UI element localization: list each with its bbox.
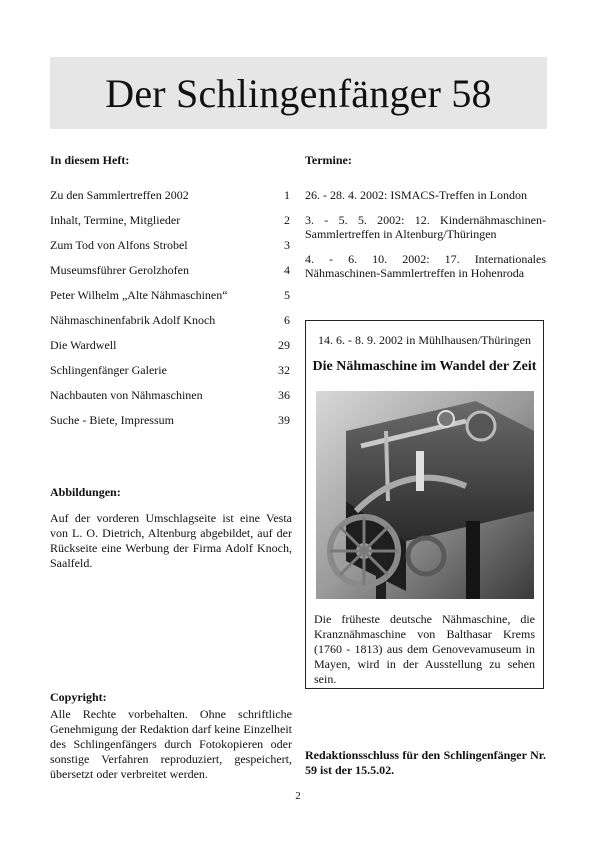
toc-label: Zum Tod von Alfons Strobel xyxy=(50,238,188,252)
toc-label: Die Wardwell xyxy=(50,338,117,352)
toc-page: 6 xyxy=(284,313,290,327)
table-of-contents xyxy=(50,188,290,438)
toc-label: Nähmaschinenfabrik Adolf Knoch xyxy=(50,313,216,327)
termine-list xyxy=(305,188,546,280)
toc-page: 5 xyxy=(284,288,290,302)
toc-page: 4 xyxy=(284,263,290,277)
termine-section xyxy=(305,153,546,291)
redaktionsschluss-note: Redaktionsschluss für den Schlingenfänger Nr. 59 ist der 15.5.02. xyxy=(305,748,546,777)
termin-item: 3. - 5. 5. 2002: 12. Kindernähmaschinen-Sammlertreffen in Altenburg/Thüringen xyxy=(305,213,546,241)
toc-page: 3 xyxy=(284,238,290,252)
title-banner xyxy=(50,57,547,129)
copyright-section xyxy=(50,690,292,782)
abbildungen-text: Auf der vorderen Umschlagseite ist eine Vesta von L. O. Dietrich, Altenburg abgebildet, auf der Rückseite eine Werbung der Firma Adolf Knoch, Saalfeld. xyxy=(50,511,292,570)
exhibition-box xyxy=(305,320,544,689)
toc-page: 29 xyxy=(278,338,290,352)
page-title: Der Schlingenfänger 58 xyxy=(105,70,492,116)
toc-label: Zu den Sammlertreffen 2002 xyxy=(50,188,189,202)
toc-row xyxy=(50,188,290,213)
toc-label: Inhalt, Termine, Mitglieder xyxy=(50,213,181,227)
copyright-heading: Copyright: xyxy=(50,690,107,704)
exhibition-title: Die Nähmaschine im Wandel der Zeit xyxy=(312,359,537,374)
toc-row xyxy=(50,313,290,338)
toc-label: Suche - Biete, Impressum xyxy=(50,413,174,427)
page-number: 2 xyxy=(295,790,301,802)
toc-label: Museumsführer Gerolzhofen xyxy=(50,263,189,277)
toc-row xyxy=(50,338,290,363)
termin-item: 4. - 6. 10. 2002: 17. Internationales Nähmaschinen-Sammlertreffen in Hohenroda xyxy=(305,252,546,280)
toc-row xyxy=(50,388,290,413)
abbildungen-heading: Abbildungen: xyxy=(50,485,121,499)
contents-section xyxy=(50,153,290,438)
termin-item: 26. - 28. 4. 2002: ISMACS-Treffen in London xyxy=(305,188,528,202)
toc-row xyxy=(50,363,290,388)
toc-page: 2 xyxy=(284,213,290,227)
toc-row xyxy=(50,413,290,438)
toc-page: 32 xyxy=(278,363,290,377)
toc-label: Schlingenfänger Galerie xyxy=(50,363,167,377)
termine-heading: Termine: xyxy=(305,153,352,167)
toc-label: Peter Wilhelm „Alte Nähmaschinen“ xyxy=(50,288,228,302)
toc-page: 39 xyxy=(278,413,290,427)
toc-page: 1 xyxy=(284,188,290,202)
toc-row xyxy=(50,213,290,238)
toc-page: 36 xyxy=(278,388,290,402)
toc-row xyxy=(50,288,290,313)
exhibition-date: 14. 6. - 8. 9. 2002 in Mühlhausen/Thüringen xyxy=(318,333,531,347)
sewing-machine-photo xyxy=(316,391,534,599)
toc-label: Nachbauten von Nähmaschinen xyxy=(50,388,203,402)
abbildungen-section xyxy=(50,485,292,571)
contents-heading: In diesem Heft: xyxy=(50,153,130,167)
copyright-text: Alle Rechte vorbehalten. Ohne schriftliche Genehmigung der Redaktion darf keine Einzelheit des Schlingenfängers durch Fotokopieren oder sonstige Verfahren reproduziert, gespeichert, übersetzt oder verbreitet werden. xyxy=(50,707,292,781)
exhibition-caption: Die früheste deutsche Nähmaschine, die Kranznähmaschine von Balthasar Krems (1760 - 1813) aus dem Genovevamuseum in Mayen, wird in der Ausstellung zu sehen sein. xyxy=(314,612,535,686)
toc-row xyxy=(50,263,290,288)
toc-row xyxy=(50,238,290,263)
